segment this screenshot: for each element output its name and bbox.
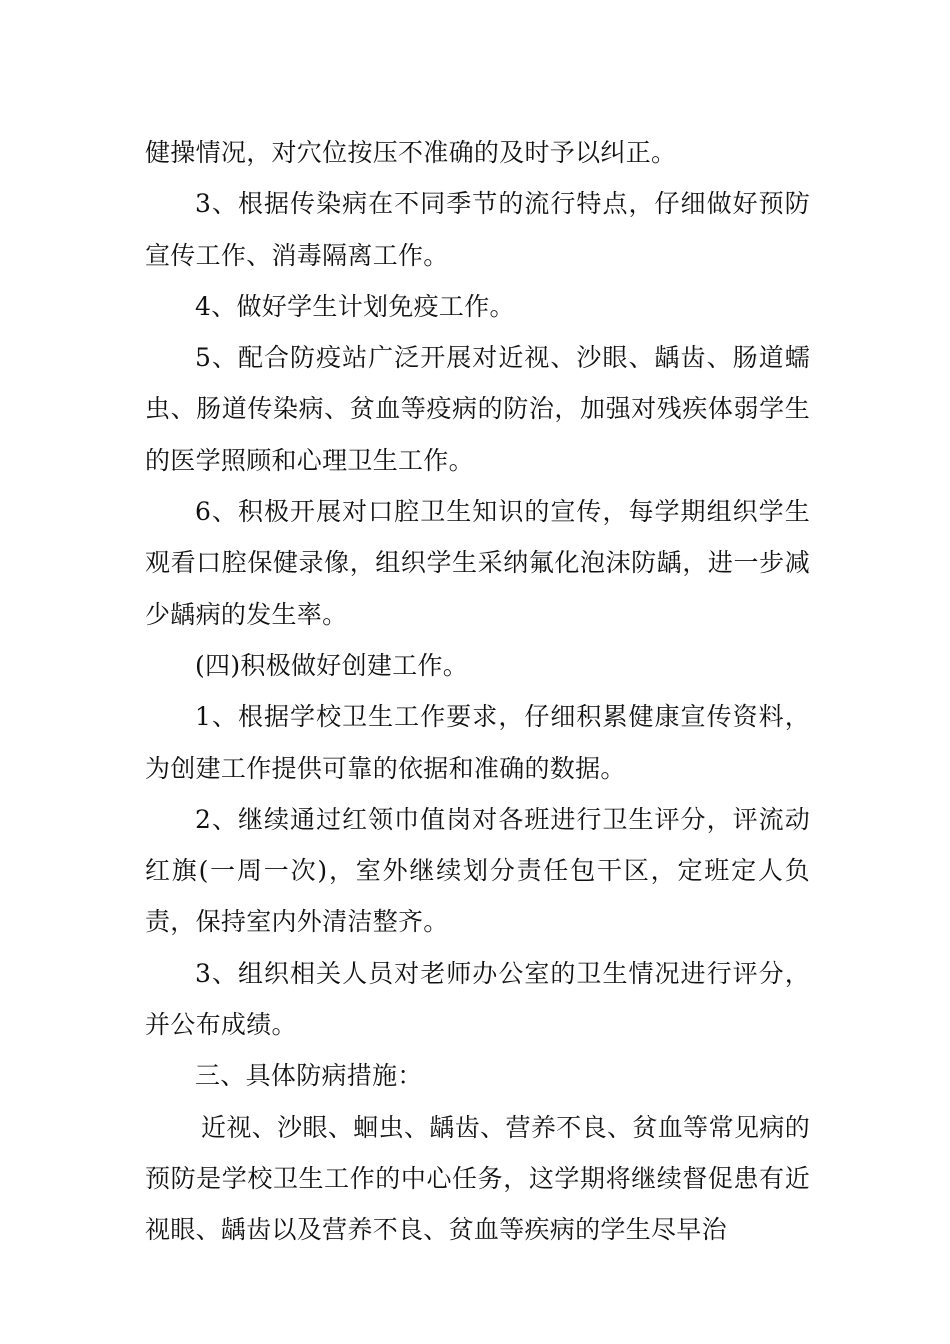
section-heading-creation-work: (四)积极做好创建工作。	[195, 650, 469, 680]
paragraph-item-3-office-evaluation: 3、组织相关人员对老师办公室的卫生情况进行评分，并公布成绩。	[145, 958, 810, 1040]
paragraph-item-1-health-materials: 1、根据学校卫生工作要求，仔细积累健康宣传资料，为创建工作提供可靠的依据和准确的数据。	[145, 702, 810, 783]
document-body	[145, 127, 810, 1256]
section-heading-prevention-measures: 三、具体防病措施：	[195, 1061, 423, 1091]
paragraph-common-diseases: 近视、沙眼、蛔虫、龋齿、营养不良、贫血等常见病的预防是学校卫生工作的中心任务，这学期将继续督促患有近视眼、龋齿以及营养不良、贫血等疾病的学生尽早治	[145, 1112, 810, 1245]
paragraph-item-4-immunization: 4、做好学生计划免疫工作。	[195, 291, 515, 321]
paragraph-continuation: 健操情况，对穴位按压不准确的及时予以纠正。	[145, 138, 677, 167]
paragraph-item-3-disease-prevention: 3、根据传染病在不同季节的流行特点，仔细做好预防宣传工作、消毒隔离工作。	[145, 189, 810, 270]
paragraph-item-5-epidemic-station: 5、配合防疫站广泛开展对近视、沙眼、龋齿、肠道蠕虫、肠道传染病、贫血等疫病的防治，加强对残疾体弱学生的医学照顾和心理卫生工作。	[145, 343, 810, 475]
paragraph-item-6-oral-health: 6、积极开展对口腔卫生知识的宣传，每学期组织学生观看口腔保健录像，组织学生采纳氟化泡沫防龋，进一步减少龋病的发生率。	[145, 497, 810, 629]
paragraph-item-2-hygiene-scoring: 2、继续通过红领巾值岗对各班进行卫生评分，评流动红旗(一周一次)，室外继续划分责任包干区，定班定人负责，保持室内外清洁整齐。	[145, 804, 810, 937]
